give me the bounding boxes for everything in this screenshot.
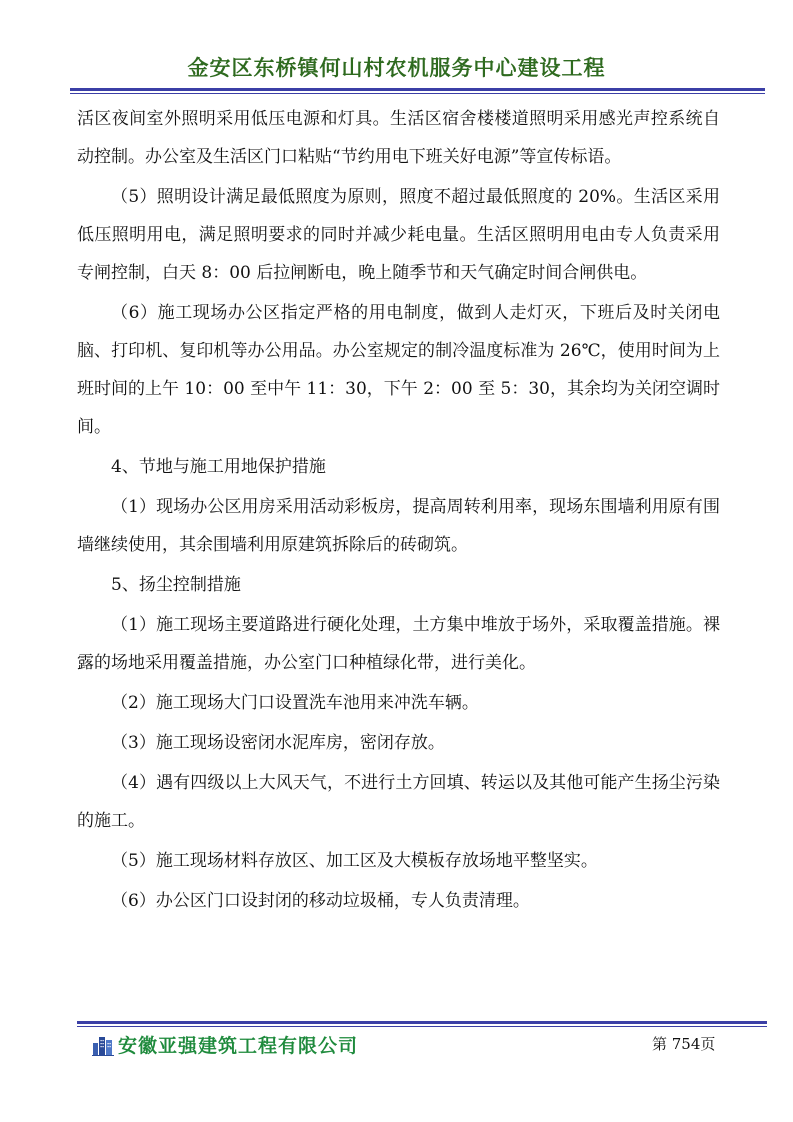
paragraph-item-6-office: （6）施工现场办公区指定严格的用电制度，做到人走灯灭，下班后及时关闭电脑、打印机、复印机等办公用品。办公室规定的制冷温度标准为 26℃，使用时间为上班时间的上午 10：00 至中午 11：30，下午 2：00 至 5：30，其余均为关闭空调时间。 (77, 303, 720, 437)
footer-company (92, 1031, 358, 1058)
section-heading-land: 4、节地与施工用地保护措施 (111, 457, 326, 477)
paragraph-dust-4: （4）遇有四级以上大风天气，不进行土方回填、转运以及其他可能产生扬尘污染的施工。 (77, 773, 720, 831)
paragraph-dust-5: （5）施工现场材料存放区、加工区及大模板存放场地平整坚实。 (111, 851, 598, 871)
document-body (77, 100, 720, 920)
paragraph-dust-6: （6）办公区门口设封闭的移动垃圾桶，专人负责清理。 (111, 891, 530, 911)
paragraph-continuation: 活区夜间室外照明采用低压电源和灯具。生活区宿舍楼楼道照明采用感光声控系统自动控制。办公室及生活区门口粘贴“节约用电下班关好电源”等宣传标语。 (77, 109, 720, 167)
paragraph-dust-1: （1）施工现场主要道路进行硬化处理，土方集中堆放于场外，采取覆盖措施。裸露的场地采用覆盖措施，办公室门口种植绿化带，进行美化。 (77, 615, 720, 673)
page-number: 第 754页 (652, 1035, 716, 1053)
footer-rule-thin (77, 1026, 767, 1027)
footer-rule (77, 1021, 767, 1024)
header-rule-thin (70, 93, 765, 94)
building-logo-icon (92, 1034, 114, 1056)
page-header-title: 金安区东桥镇何山村农机服务中心建设工程 (187, 56, 606, 80)
header-rule (70, 88, 765, 91)
paragraph-dust-2: （2）施工现场大门口设置洗车池用来冲洗车辆。 (111, 693, 479, 713)
paragraph-item-5-lighting: （5）照明设计满足最低照度为原则，照度不超过最低照度的 20%。生活区采用低压照明用电，满足照明要求的同时并减少耗电量。生活区照明用电由专人负责采用专闸控制，白天 8：00 后拉闸断电，晚上随季节和天气确定时间合闸供电。 (77, 187, 720, 283)
section-heading-dust: 5、扬尘控制措施 (111, 575, 241, 595)
paragraph-land-1: （1）现场办公区用房采用活动彩板房，提高周转利用率，现场东围墙利用原有围墙继续使用，其余围墙利用原建筑拆除后的砖砌筑。 (77, 497, 720, 555)
paragraph-dust-3: （3）施工现场设密闭水泥库房，密闭存放。 (111, 733, 445, 753)
company-name: 安徽亚强建筑工程有限公司 (118, 1035, 359, 1057)
